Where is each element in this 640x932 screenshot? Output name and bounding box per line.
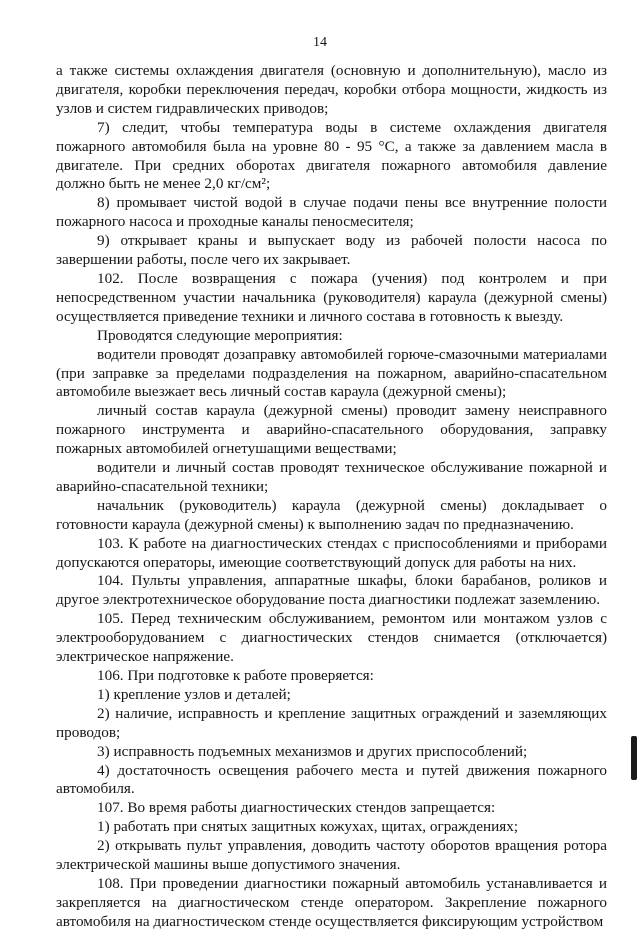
document-body xyxy=(56,62,607,932)
prohibited-item-1: 1) работать при снятых защитных кожухах, щитах, ограждениях; xyxy=(97,818,519,836)
paragraph-continuation: а также системы охлаждения двигателя (основную и дополнительную), масло из двигателя, коробки переключения передач, коробки отбора мощности, жидкость из узлов и систем гидравлических приводов; xyxy=(56,62,607,117)
section-107: 107. Во время работы диагностических стендов запрещается: xyxy=(97,799,496,817)
measures-intro: Проводятся следующие мероприятия: xyxy=(97,326,343,344)
measure-equipment-replacement: личный состав караула (дежурной смены) проводит замену неисправного пожарного инструмента и аварийно-спасательного оборудования, заправку пожарных автомобилей огнетушащими веществами; xyxy=(56,402,607,458)
check-item-4: 4) достаточность освещения рабочего места и путей движения пожарного автомобиля. xyxy=(56,761,607,798)
check-item-1: 1) крепление узлов и деталей; xyxy=(97,685,291,703)
check-item-3: 3) исправность подъемных механизмов и других приспособлений; xyxy=(97,742,528,760)
prohibited-item-2: 2) открывать пульт управления, доводить частоту оборотов вращения ротора электрической машины выше допустимого значения. xyxy=(56,837,607,874)
measure-refueling: водители проводят дозаправку автомобилей горюче-смазочными материалами (при заправке за пределами подразделения на пожарном, аварийно-спасательном автомобиле выезжает весь личный состав караула (дежурной смены); xyxy=(56,345,607,401)
section-105: 105. Перед техническим обслуживанием, ремонтом или монтажом узлов с электрооборудованием с диагностических стендов снимается (отключается) электрическое напряжение. xyxy=(56,610,607,666)
list-item-8: 8) промывает чистой водой в случае подачи пены все внутренние полости пожарного насоса и проходные каналы пеносмесителя; xyxy=(56,194,607,231)
measure-maintenance: водители и личный состав проводят техническое обслуживание пожарной и аварийно-спасательной техники; xyxy=(56,459,607,495)
section-106: 106. При подготовке к работе проверяется: xyxy=(97,667,374,684)
section-108: 108. При проведении диагностики пожарный автомобиль устанавливается и закрепляется на диагностическом стенде оператором. Закрепление пожарного автомобиля на диагностическом стенде осуществляется фиксирующим устройством xyxy=(56,874,607,930)
check-item-2: 2) наличие, исправность и крепление защитных ограждений и заземляющих проводов; xyxy=(56,704,607,741)
section-103: 103. К работе на диагностических стендах с приспособлениями и приборами допускаются операторы, имеющие соответствующий допуск для работы на них. xyxy=(56,534,607,571)
scan-edge-mark xyxy=(631,736,637,780)
section-102: 102. После возвращения с пожара (учения) под контролем и при непосредственном участии начальника (руководителя) караула (дежурной смены) осуществляется приведение техники и личного состава в готовность к выезду. xyxy=(56,269,607,325)
page-number: 14 xyxy=(313,35,327,50)
list-item-9: 9) открывает краны и выпускает воду из рабочей полости насоса по завершении работы, после чего их закрывает. xyxy=(56,232,607,269)
measure-readiness-report: начальник (руководитель) караула (дежурной смены) докладывает о готовности караула (дежурной смены) к выполнению задач по предназначению. xyxy=(56,496,607,533)
list-item-7: 7) следит, чтобы температура воды в системе охлаждения двигателя пожарного автомобиля была на уровне 80 - 95 °С, а также за давлением масла в двигателе. При средних оборотах двигателя пожарного автомобиля давление должно быть не менее 2,0 кг/см²; xyxy=(56,118,607,193)
section-104: 104. Пульты управления, аппаратные шкафы, блоки барабанов, роликов и другое электротехническое оборудование поста диагностики подлежат заземлению. xyxy=(56,572,607,609)
